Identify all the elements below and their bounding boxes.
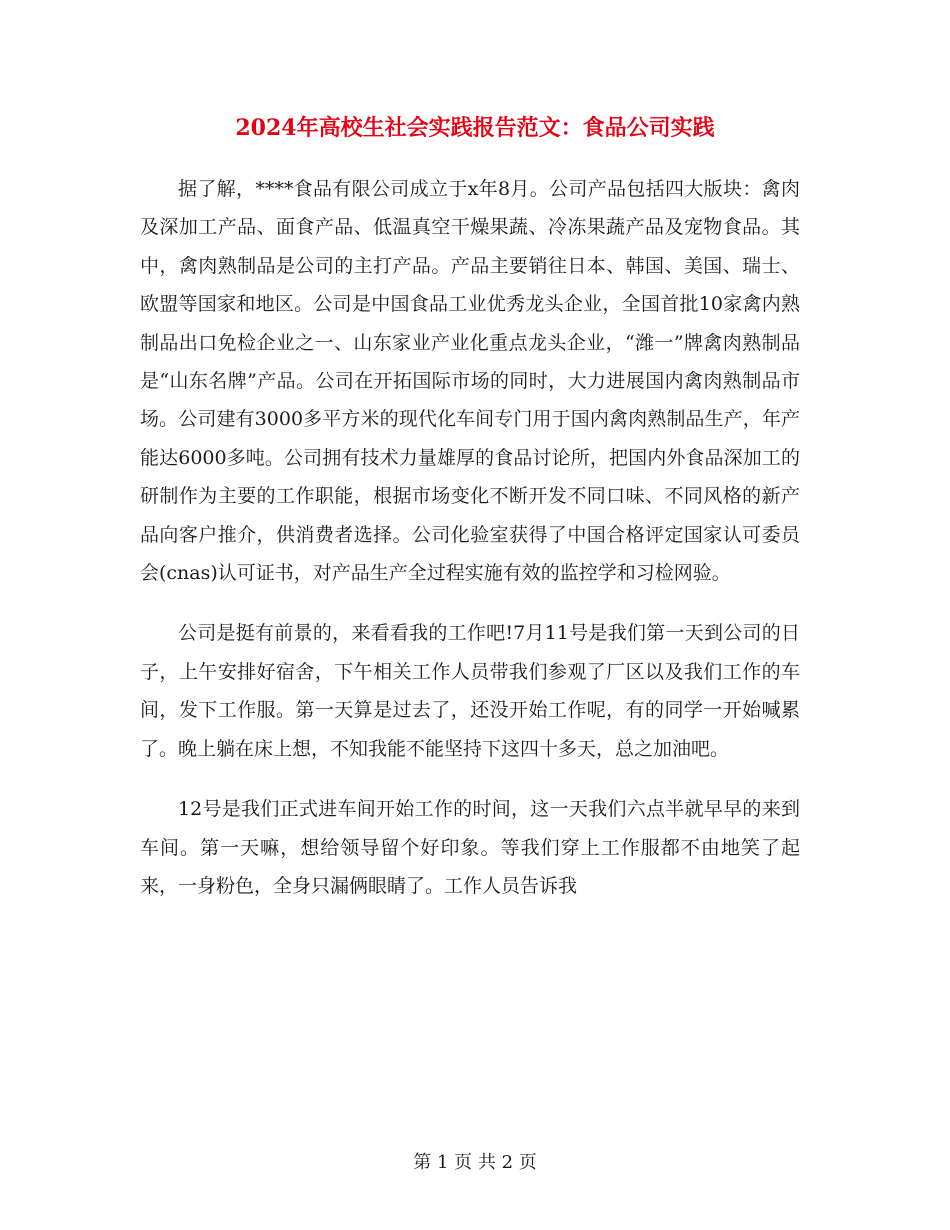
- page-number-footer: 第 1 页 共 2 页: [413, 1152, 537, 1173]
- paragraph: 据了解，****食品有限公司成立于x年8月。公司产品包括四大版块：禽肉及深加工产品、面食产品、低温真空干燥果蔬、冷冻果蔬产品及宠物食品。其中，禽肉熟制品是公司的主打产品。产品主要销往日本、韩国、美国、瑞士、欧盟等国家和地区。公司是中国食品工业优秀龙头企业，全国首批10家禽内熟制品出口免检企业之一、山东家业产业化重点龙头企业，“潍一”牌禽肉熟制品是“山东名牌”产品。公司在开拓国际市场的同时，大力进展国内禽肉熟制品市场。公司建有3000多平方米的现代化车间专门用于国内禽肉熟制品生产，年产能达6000多吨。公司拥有技术力量雄厚的食品讨论所，把国内外食品深加工的研制作为主要的工作职能，根据市场变化不断开发不同口味、不同风格的新产品向客户推介，供消费者选择。公司化验室获得了中国合格评定国家认可委员会(cnas)认可证书，对产品生产全过程实施有效的监控学和习检网验。: [140, 178, 800, 585]
- paragraph: 12号是我们正式进车间开始工作的时间，这一天我们六点半就早早的来到车间。第一天嘛，想给领导留个好印象。等我们穿上工作服都不由地笑了起来，一身粉色，全身只漏俩眼睛了。工作人员告诉我: [140, 798, 800, 897]
- paragraph: 公司是挺有前景的，来看看我的工作吧!7月11号是我们第一天到公司的日子，上午安排好宿舍，下午相关工作人员带我们参观了厂区以及我们工作的车间，发下工作服。第一天算是过去了，还没开始工作呢，有的同学一开始喊累了。晚上躺在床上想，不知我能不能坚持下这四十多天，总之加油吧。: [140, 622, 800, 760]
- document-title: 2024年高校生社会实践报告范文：食品公司实践: [235, 115, 715, 141]
- document-body: [140, 170, 800, 927]
